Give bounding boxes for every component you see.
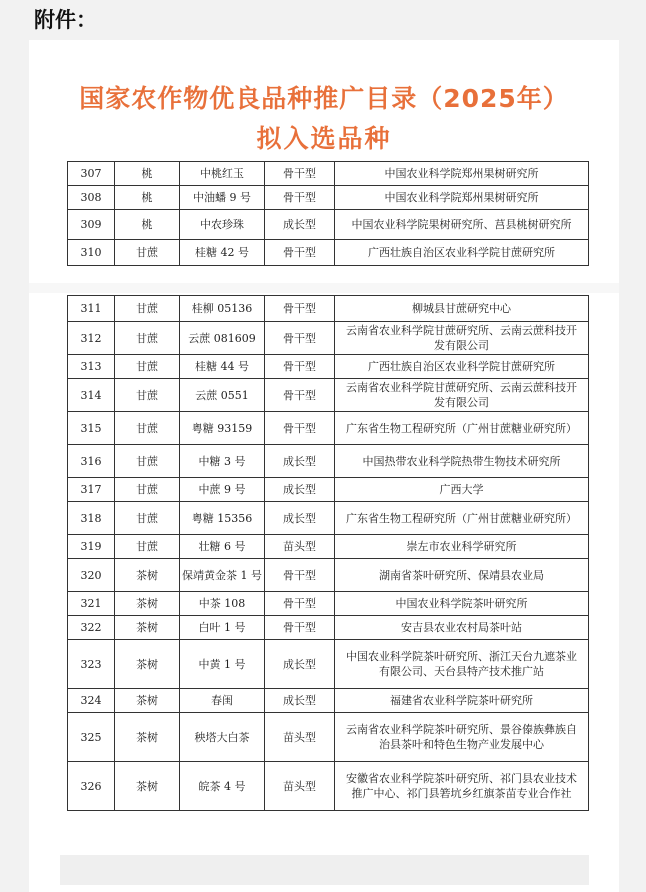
cell-number: 316 [68, 445, 115, 478]
cell-crop: 甘蔗 [115, 322, 180, 355]
cell-crop: 甘蔗 [115, 445, 180, 478]
table-row [68, 535, 589, 559]
cell-unit: 广西壮族自治区农业科学院甘蔗研究所 [335, 355, 589, 379]
cell-type: 骨干型 [265, 616, 335, 640]
table-row [68, 445, 589, 478]
table-row [68, 296, 589, 322]
cell-crop: 甘蔗 [115, 379, 180, 412]
cell-crop: 茶树 [115, 592, 180, 616]
cell-crop: 甘蔗 [115, 355, 180, 379]
cell-crop: 茶树 [115, 713, 180, 762]
cell-type: 骨干型 [265, 296, 335, 322]
page-break [29, 283, 619, 293]
cell-unit: 湖南省茶叶研究所、保靖县农业局 [335, 559, 589, 592]
cell-crop: 茶树 [115, 616, 180, 640]
cell-type: 骨干型 [265, 162, 335, 186]
table-row [68, 616, 589, 640]
cell-variety: 中黄 1 号 [180, 640, 265, 689]
cell-unit: 云南省农业科学院茶叶研究所、景谷傣族彝族自治县茶叶和特色生物产业发展中心 [335, 713, 589, 762]
cell-variety: 中油蟠 9 号 [180, 186, 265, 210]
table-row [68, 379, 589, 412]
cell-crop: 甘蔗 [115, 240, 180, 266]
table-row [68, 210, 589, 240]
table-row [68, 355, 589, 379]
table-row [68, 640, 589, 689]
page-title: 国家农作物优良品种推广目录（2025年） [79, 84, 569, 113]
cell-number: 307 [68, 162, 115, 186]
cell-crop: 甘蔗 [115, 412, 180, 445]
cell-crop: 茶树 [115, 559, 180, 592]
cell-type: 骨干型 [265, 186, 335, 210]
cell-type: 骨干型 [265, 592, 335, 616]
cell-crop: 桃 [115, 162, 180, 186]
cell-number: 320 [68, 559, 115, 592]
cell-number: 317 [68, 478, 115, 502]
table-row [68, 240, 589, 266]
cell-number: 310 [68, 240, 115, 266]
table-row [68, 689, 589, 713]
cell-unit: 中国热带农业科学院热带生物技术研究所 [335, 445, 589, 478]
page-subtitle: 拟入选品种 [256, 124, 392, 153]
cell-variety: 皖茶 4 号 [180, 762, 265, 811]
cell-crop: 茶树 [115, 762, 180, 811]
cell-number: 325 [68, 713, 115, 762]
cell-number: 326 [68, 762, 115, 811]
cell-crop: 桃 [115, 210, 180, 240]
cell-type: 成长型 [265, 689, 335, 713]
cell-unit: 中国农业科学院茶叶研究所 [335, 592, 589, 616]
cell-unit: 中国农业科学院郑州果树研究所 [335, 186, 589, 210]
cell-crop: 甘蔗 [115, 296, 180, 322]
variety-table-part-1 [67, 161, 589, 266]
footer-bar [60, 855, 589, 885]
cell-unit: 广西大学 [335, 478, 589, 502]
cell-crop: 桃 [115, 186, 180, 210]
table-row [68, 412, 589, 445]
cell-type: 骨干型 [265, 355, 335, 379]
cell-type: 苗头型 [265, 762, 335, 811]
cell-variety: 秧塔大白茶 [180, 713, 265, 762]
cell-variety: 粤糖 93159 [180, 412, 265, 445]
table-row [68, 592, 589, 616]
cell-number: 324 [68, 689, 115, 713]
cell-number: 308 [68, 186, 115, 210]
cell-unit: 广西壮族自治区农业科学院甘蔗研究所 [335, 240, 589, 266]
cell-variety: 壮糖 6 号 [180, 535, 265, 559]
variety-table-part-2 [67, 295, 589, 811]
cell-variety: 白叶 1 号 [180, 616, 265, 640]
cell-variety: 云蔗 0551 [180, 379, 265, 412]
cell-number: 323 [68, 640, 115, 689]
cell-unit: 广东省生物工程研究所（广州甘蔗糖业研究所） [335, 502, 589, 535]
cell-variety: 中茶 108 [180, 592, 265, 616]
cell-unit: 中国农业科学院郑州果树研究所 [335, 162, 589, 186]
cell-variety: 中糖 3 号 [180, 445, 265, 478]
cell-variety: 桂柳 05136 [180, 296, 265, 322]
cell-unit: 中国农业科学院茶叶研究所、浙江天台九遮茶业有限公司、天台县特产技术推广站 [335, 640, 589, 689]
cell-number: 309 [68, 210, 115, 240]
cell-crop: 甘蔗 [115, 535, 180, 559]
table-row [68, 186, 589, 210]
cell-type: 骨干型 [265, 240, 335, 266]
cell-variety: 春闺 [180, 689, 265, 713]
cell-crop: 茶树 [115, 689, 180, 713]
cell-type: 骨干型 [265, 379, 335, 412]
cell-variety: 保靖黄金茶 1 号 [180, 559, 265, 592]
cell-variety: 中蔗 9 号 [180, 478, 265, 502]
cell-crop: 茶树 [115, 640, 180, 689]
cell-type: 苗头型 [265, 713, 335, 762]
cell-unit: 云南省农业科学院甘蔗研究所、云南云蔗科技开发有限公司 [335, 379, 589, 412]
cell-unit: 安吉县农业农村局茶叶站 [335, 616, 589, 640]
cell-number: 314 [68, 379, 115, 412]
table-row [68, 762, 589, 811]
table-row [68, 502, 589, 535]
cell-number: 311 [68, 296, 115, 322]
cell-number: 315 [68, 412, 115, 445]
cell-type: 骨干型 [265, 322, 335, 355]
cell-unit: 柳城县甘蔗研究中心 [335, 296, 589, 322]
cell-unit: 崇左市农业科学研究所 [335, 535, 589, 559]
cell-type: 骨干型 [265, 412, 335, 445]
table-row [68, 559, 589, 592]
cell-variety: 桂糖 44 号 [180, 355, 265, 379]
cell-number: 322 [68, 616, 115, 640]
cell-variety: 粤糖 15356 [180, 502, 265, 535]
cell-type: 成长型 [265, 445, 335, 478]
cell-number: 319 [68, 535, 115, 559]
cell-type: 骨干型 [265, 559, 335, 592]
cell-unit: 福建省农业科学院茶叶研究所 [335, 689, 589, 713]
cell-type: 苗头型 [265, 535, 335, 559]
cell-unit: 中国农业科学院果树研究所、莒县桃树研究所 [335, 210, 589, 240]
cell-number: 318 [68, 502, 115, 535]
cell-number: 321 [68, 592, 115, 616]
cell-number: 312 [68, 322, 115, 355]
cell-variety: 中农珍珠 [180, 210, 265, 240]
table-row [68, 713, 589, 762]
cell-crop: 甘蔗 [115, 502, 180, 535]
table-row [68, 478, 589, 502]
cell-unit: 安徽省农业科学院茶叶研究所、祁门县农业技术推广中心、祁门县箬坑乡红旗茶苗专业合作社 [335, 762, 589, 811]
cell-variety: 桂糖 42 号 [180, 240, 265, 266]
cell-variety: 中桃红玉 [180, 162, 265, 186]
attachment-label: 附件： [34, 8, 97, 32]
cell-type: 成长型 [265, 210, 335, 240]
cell-type: 成长型 [265, 640, 335, 689]
cell-type: 成长型 [265, 478, 335, 502]
table-row [68, 322, 589, 355]
cell-crop: 甘蔗 [115, 478, 180, 502]
cell-variety: 云蔗 081609 [180, 322, 265, 355]
table-row [68, 162, 589, 186]
cell-unit: 广东省生物工程研究所（广州甘蔗糖业研究所） [335, 412, 589, 445]
cell-number: 313 [68, 355, 115, 379]
cell-type: 成长型 [265, 502, 335, 535]
cell-unit: 云南省农业科学院甘蔗研究所、云南云蔗科技开发有限公司 [335, 322, 589, 355]
